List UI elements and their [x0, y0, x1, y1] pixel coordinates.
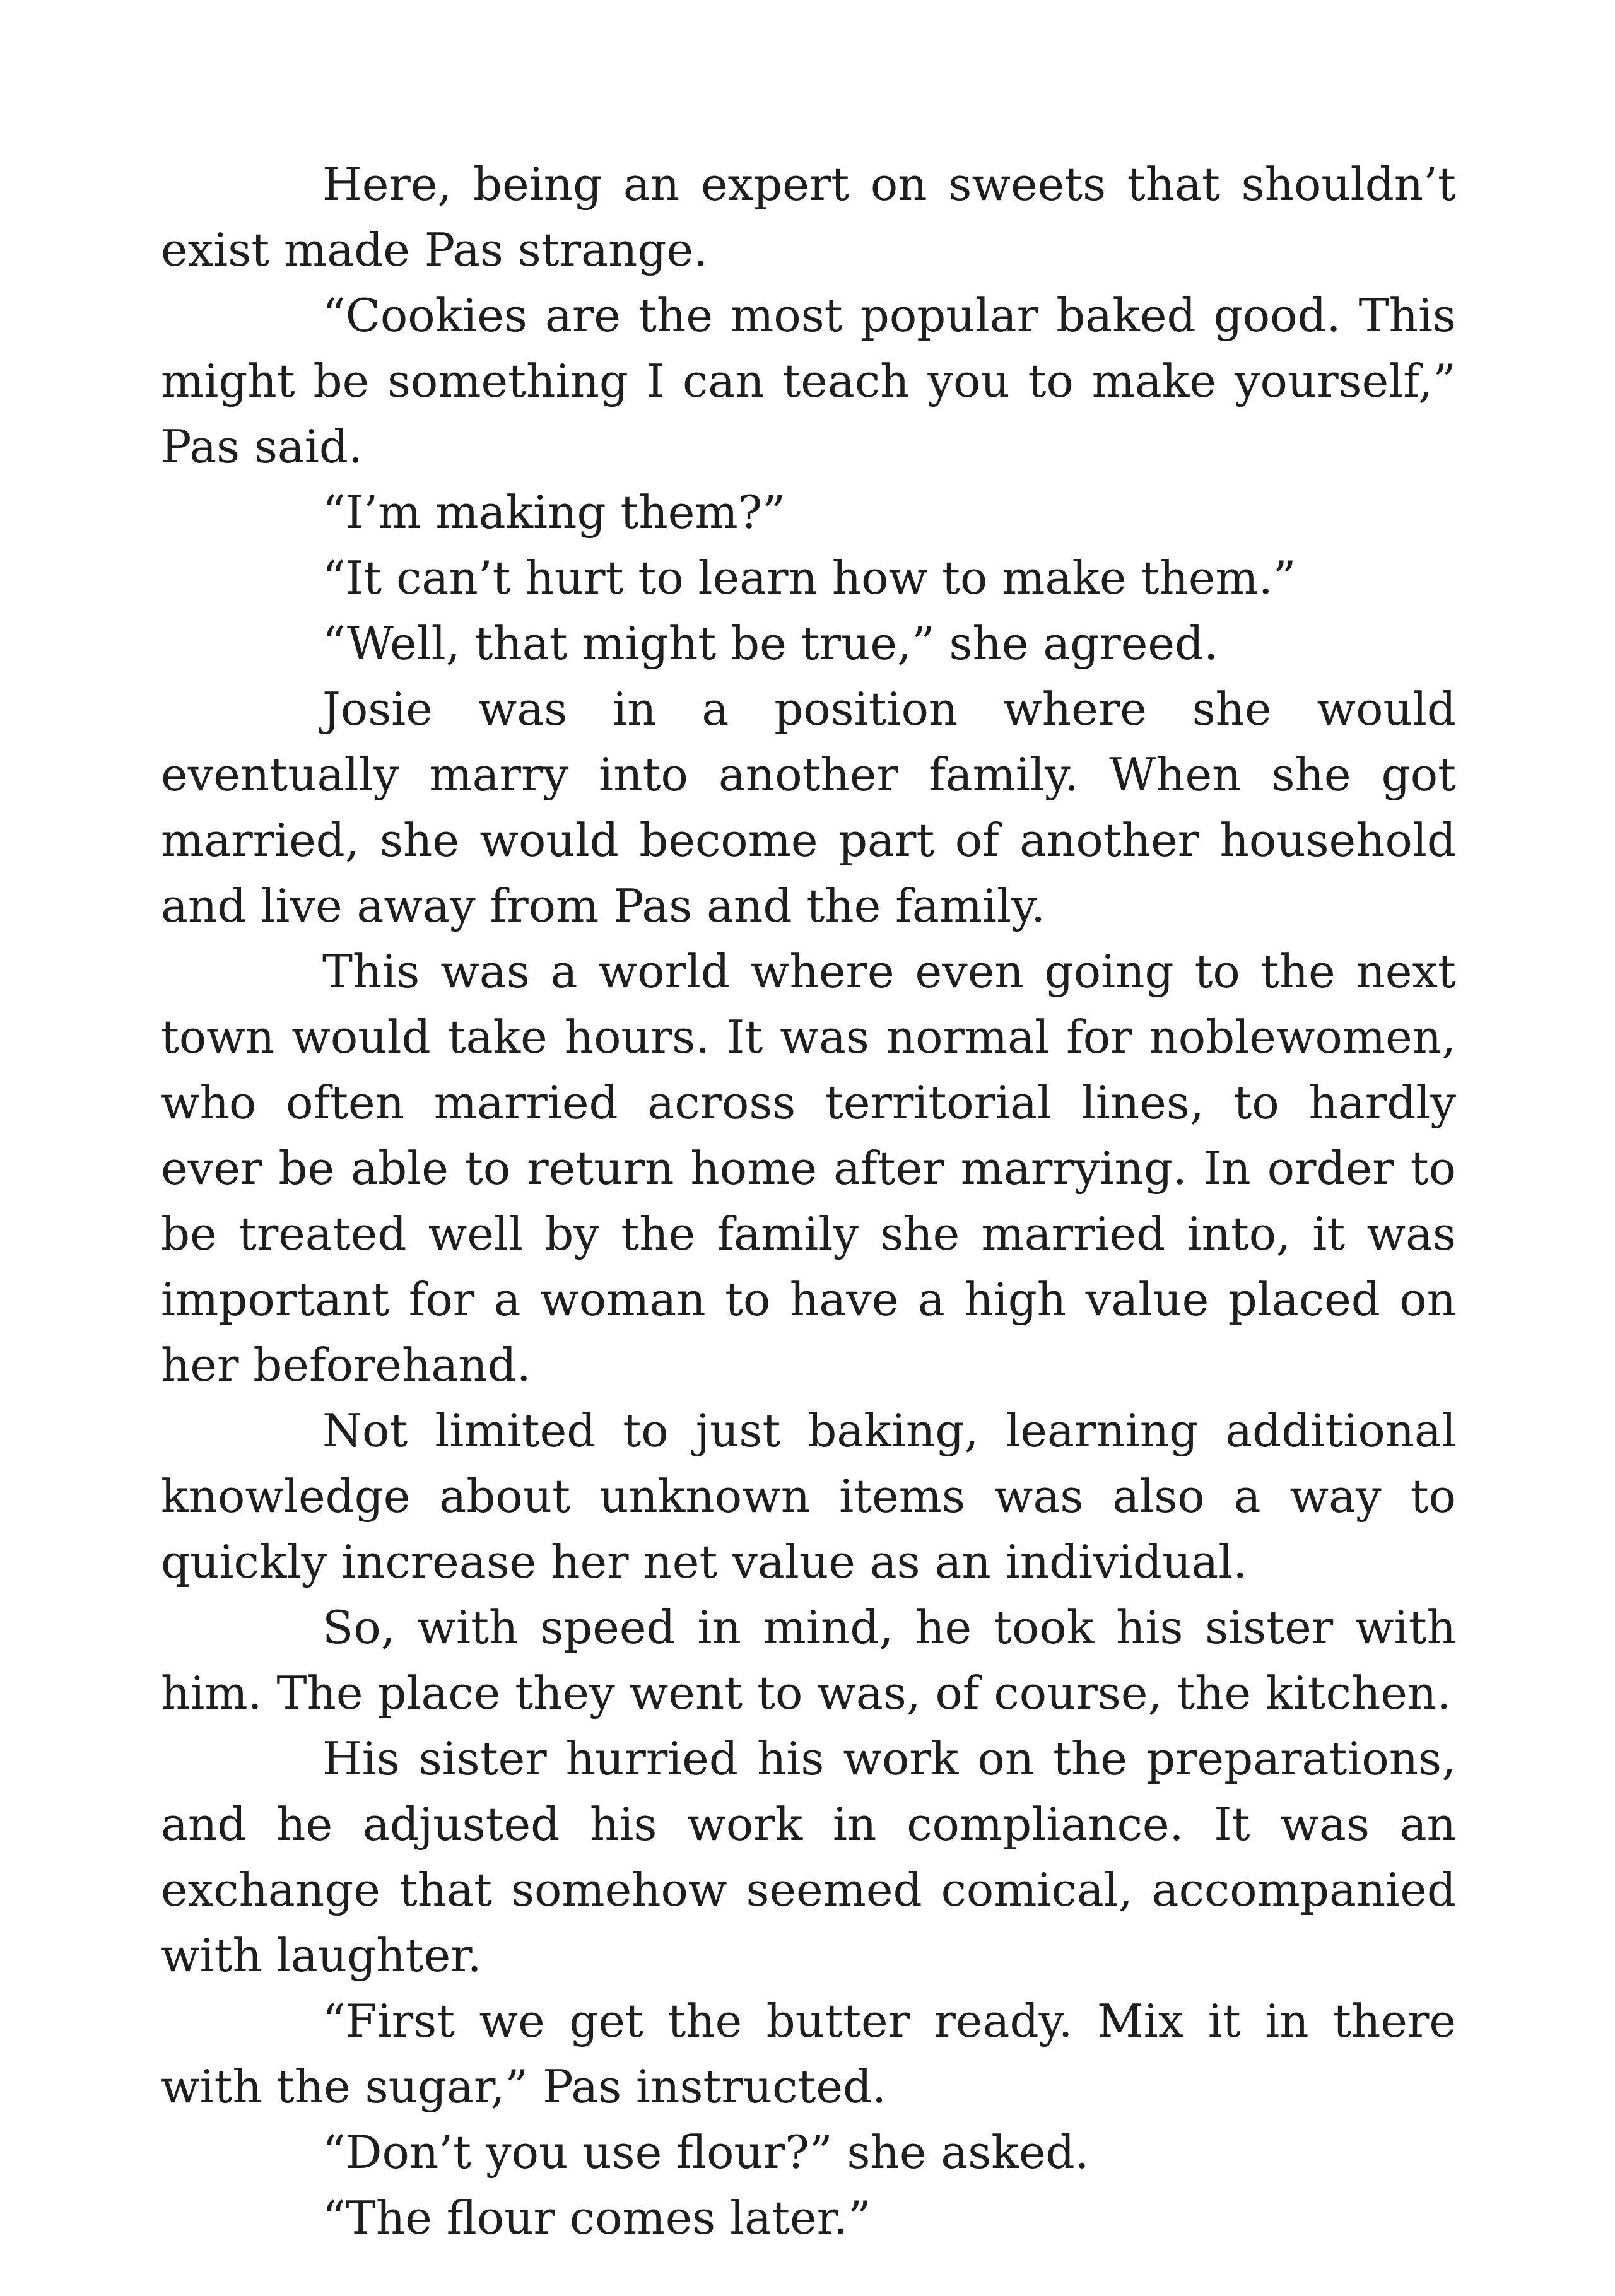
paragraph: “The flour comes later.” — [322, 2191, 871, 2244]
book-page — [161, 151, 1456, 2251]
paragraph: Here, being an expert on sweets that shouldn’t exist made Pas strange. — [161, 158, 1456, 276]
paragraph: Josie was in a position where she would eventually marry into another family. When she got married, she would become part of another household and live away from Pas and the family. — [161, 682, 1456, 932]
paragraph: “First we get the butter ready. Mix it in there with the sugar,” Pas instructed. — [161, 1994, 1456, 2113]
paragraph: “Cookies are the most popular baked good. This might be something I can teach you to make yourself,” Pas said. — [161, 289, 1456, 473]
paragraph: His sister hurried his work on the preparations, and he adjusted his work in compliance. It was an exchange that somehow seemed comical, accompanied with laughter. — [161, 1732, 1456, 1982]
paragraph: “Well, that might be true,” she agreed. — [322, 617, 1218, 670]
paragraph: So, with speed in mind, he took his sister with him. The place they went to was, of course, the kitchen. — [161, 1601, 1456, 1719]
paragraph: “It can’t hurt to learn how to make them.” — [322, 551, 1296, 604]
paragraph: Not limited to just baking, learning additional knowledge about unknown items was also a way to quickly increase her net value as an individual. — [161, 1404, 1456, 1588]
paragraph: This was a world where even going to the next town would take hours. It was normal for noblewomen, who often married across territorial lines, to hardly ever be able to return home after marrying. In order to be treated well by the family she married into, it was important for a woman to have a high value placed on her beforehand. — [161, 945, 1456, 1391]
paragraph: “I’m making them?” — [322, 486, 786, 539]
paragraph: “Don’t you use flour?” she asked. — [322, 2126, 1089, 2179]
